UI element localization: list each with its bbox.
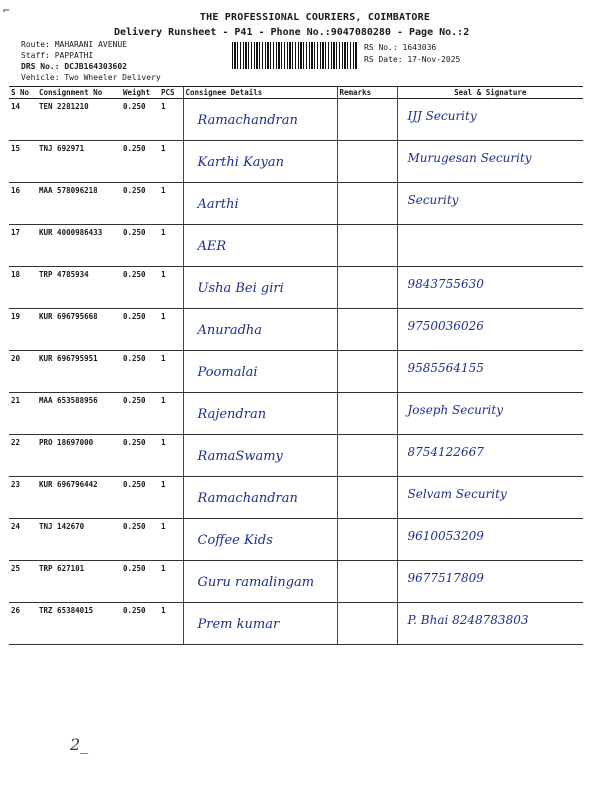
corner-mark: ⌐ bbox=[3, 4, 10, 17]
delivery-table bbox=[9, 86, 583, 645]
cell-consignment: KUR 696796442 bbox=[37, 477, 121, 519]
header-weight: Weight bbox=[121, 87, 159, 99]
cell-sno: 15 bbox=[9, 141, 37, 183]
header-pcs: PCS bbox=[159, 87, 183, 99]
cell-sno: 22 bbox=[9, 435, 37, 477]
cell-sno: 20 bbox=[9, 351, 37, 393]
company-title: THE PROFESSIONAL COURIERS, COIMBATORE bbox=[199, 12, 431, 23]
cell-weight: 0.250 bbox=[121, 351, 159, 393]
handwritten-consignee: Karthi Kayan bbox=[197, 155, 284, 170]
handwritten-consignee: Anuradha bbox=[197, 323, 263, 338]
cell-sno: 24 bbox=[9, 519, 37, 561]
cell-sno: 17 bbox=[9, 225, 37, 267]
cell-consignee bbox=[183, 519, 337, 561]
handwritten-signature: Joseph Security bbox=[407, 403, 503, 417]
cell-weight: 0.250 bbox=[121, 561, 159, 603]
handwritten-consignee: RamaSwamy bbox=[197, 449, 283, 464]
runsheet-subtitle: Delivery Runsheet - P41 - Phone No.:9047080280 - Page No.:2 bbox=[114, 27, 470, 38]
handwritten-signature: 9843755630 bbox=[407, 277, 484, 291]
cell-consignee bbox=[183, 267, 337, 309]
cell-consignee bbox=[183, 99, 337, 141]
cell-consignee bbox=[183, 603, 337, 645]
cell-pcs: 1 bbox=[159, 393, 183, 435]
cell-weight: 0.250 bbox=[121, 519, 159, 561]
handwritten-signature: Security bbox=[407, 193, 459, 207]
handwritten-signature: IJJ Security bbox=[407, 109, 477, 123]
cell-consignment: TNJ 142670 bbox=[37, 519, 121, 561]
barcode bbox=[232, 42, 358, 69]
cell-seal-signature bbox=[397, 141, 583, 183]
header-consignment: Consignment No bbox=[37, 87, 121, 99]
table-row bbox=[9, 183, 583, 225]
handwritten-consignee: Guru ramalingam bbox=[197, 575, 315, 590]
handwritten-consignee: Ramachandran bbox=[197, 113, 298, 128]
table-row bbox=[9, 519, 583, 561]
cell-weight: 0.250 bbox=[121, 225, 159, 267]
cell-consignment: MAA 653588956 bbox=[37, 393, 121, 435]
cell-weight: 0.250 bbox=[121, 267, 159, 309]
cell-weight: 0.250 bbox=[121, 141, 159, 183]
header-seal: Seal & Signature bbox=[397, 87, 583, 99]
header-remarks: Remarks bbox=[337, 87, 397, 99]
cell-consignment: TRP 627101 bbox=[37, 561, 121, 603]
cell-consignee bbox=[183, 435, 337, 477]
handwritten-consignee: Coffee Kids bbox=[197, 533, 273, 548]
cell-remarks bbox=[337, 393, 397, 435]
handwritten-page-mark: 2_ bbox=[70, 735, 89, 754]
cell-seal-signature bbox=[397, 603, 583, 645]
rs-number: RS No.: 1643036 bbox=[364, 43, 437, 52]
cell-remarks bbox=[337, 351, 397, 393]
table-row bbox=[9, 99, 583, 141]
handwritten-consignee: AER bbox=[197, 239, 227, 254]
handwritten-consignee: Rajendran bbox=[197, 407, 267, 422]
cell-seal-signature bbox=[397, 519, 583, 561]
cell-consignee bbox=[183, 141, 337, 183]
cell-weight: 0.250 bbox=[121, 393, 159, 435]
handwritten-signature: 9677517809 bbox=[407, 571, 484, 585]
cell-pcs: 1 bbox=[159, 519, 183, 561]
table-row bbox=[9, 603, 583, 645]
cell-seal-signature bbox=[397, 435, 583, 477]
cell-remarks bbox=[337, 141, 397, 183]
handwritten-consignee: Usha Bei giri bbox=[197, 281, 284, 296]
cell-seal-signature bbox=[397, 309, 583, 351]
cell-pcs: 1 bbox=[159, 267, 183, 309]
cell-weight: 0.250 bbox=[121, 309, 159, 351]
drs-text bbox=[21, 62, 127, 71]
cell-consignment: KUR 696795951 bbox=[37, 351, 121, 393]
cell-weight: 0.250 bbox=[121, 477, 159, 519]
drs-label: DRS No.: bbox=[21, 62, 60, 71]
table-header-row bbox=[9, 87, 583, 99]
cell-pcs: 1 bbox=[159, 435, 183, 477]
cell-consignee bbox=[183, 477, 337, 519]
handwritten-signature: 9750036026 bbox=[407, 319, 484, 333]
handwritten-signature: 9585564155 bbox=[407, 361, 484, 375]
vehicle-text: Vehicle: Two Wheeler Delivery bbox=[21, 73, 161, 82]
cell-consignee bbox=[183, 393, 337, 435]
cell-consignee bbox=[183, 561, 337, 603]
cell-remarks bbox=[337, 519, 397, 561]
route-text: Route: MAHARANI AVENUE bbox=[21, 40, 127, 49]
cell-seal-signature bbox=[397, 267, 583, 309]
handwritten-signature: Selvam Security bbox=[407, 487, 507, 501]
cell-remarks bbox=[337, 183, 397, 225]
cell-remarks bbox=[337, 561, 397, 603]
cell-sno: 25 bbox=[9, 561, 37, 603]
handwritten-consignee: Aarthi bbox=[197, 197, 239, 212]
cell-consignment: TNJ 692971 bbox=[37, 141, 121, 183]
handwritten-consignee: Ramachandran bbox=[197, 491, 298, 506]
cell-sno: 14 bbox=[9, 99, 37, 141]
cell-sno: 16 bbox=[9, 183, 37, 225]
cell-sno: 21 bbox=[9, 393, 37, 435]
handwritten-signature: Murugesan Security bbox=[407, 151, 532, 165]
cell-remarks bbox=[337, 603, 397, 645]
cell-consignment: PRO 18697000 bbox=[37, 435, 121, 477]
cell-sno: 23 bbox=[9, 477, 37, 519]
table-row bbox=[9, 393, 583, 435]
cell-seal-signature bbox=[397, 477, 583, 519]
cell-seal-signature bbox=[397, 351, 583, 393]
cell-seal-signature bbox=[397, 183, 583, 225]
rs-date: RS Date: 17-Nov-2025 bbox=[364, 55, 461, 64]
cell-remarks bbox=[337, 225, 397, 267]
cell-sno: 18 bbox=[9, 267, 37, 309]
handwritten-signature: P. Bhai 8248783803 bbox=[407, 613, 529, 627]
cell-consignment: TRP 4785934 bbox=[37, 267, 121, 309]
table-row bbox=[9, 477, 583, 519]
handwritten-signature: 9610053209 bbox=[407, 529, 484, 543]
handwritten-consignee: Poomalai bbox=[197, 365, 258, 380]
cell-pcs: 1 bbox=[159, 603, 183, 645]
cell-consignee bbox=[183, 225, 337, 267]
cell-consignment: TRZ 65384015 bbox=[37, 603, 121, 645]
handwritten-signature: 8754122667 bbox=[407, 445, 484, 459]
table-row bbox=[9, 141, 583, 183]
cell-weight: 0.250 bbox=[121, 99, 159, 141]
cell-remarks bbox=[337, 267, 397, 309]
cell-consignment: KUR 4000986433 bbox=[37, 225, 121, 267]
cell-seal-signature bbox=[397, 561, 583, 603]
cell-pcs: 1 bbox=[159, 141, 183, 183]
drs-value: DCJB164303602 bbox=[64, 62, 127, 71]
cell-sno: 26 bbox=[9, 603, 37, 645]
cell-remarks bbox=[337, 477, 397, 519]
cell-pcs: 1 bbox=[159, 225, 183, 267]
cell-sno: 19 bbox=[9, 309, 37, 351]
cell-weight: 0.250 bbox=[121, 435, 159, 477]
table-row bbox=[9, 351, 583, 393]
table-row bbox=[9, 561, 583, 603]
cell-pcs: 1 bbox=[159, 309, 183, 351]
cell-consignee bbox=[183, 309, 337, 351]
cell-weight: 0.250 bbox=[121, 603, 159, 645]
cell-consignment: MAA 578096218 bbox=[37, 183, 121, 225]
table-row bbox=[9, 225, 583, 267]
cell-pcs: 1 bbox=[159, 351, 183, 393]
cell-pcs: 1 bbox=[159, 99, 183, 141]
cell-weight: 0.250 bbox=[121, 183, 159, 225]
cell-pcs: 1 bbox=[159, 477, 183, 519]
cell-pcs: 1 bbox=[159, 183, 183, 225]
cell-remarks bbox=[337, 99, 397, 141]
table-row bbox=[9, 309, 583, 351]
cell-seal-signature bbox=[397, 225, 583, 267]
cell-consignee bbox=[183, 183, 337, 225]
table-row bbox=[9, 267, 583, 309]
cell-seal-signature bbox=[397, 393, 583, 435]
cell-remarks bbox=[337, 435, 397, 477]
header-consignee: Consignee Details bbox=[183, 87, 337, 99]
header-sno: S No bbox=[9, 87, 37, 99]
table-row bbox=[9, 435, 583, 477]
handwritten-consignee: Prem kumar bbox=[197, 617, 280, 632]
cell-remarks bbox=[337, 309, 397, 351]
cell-consignee bbox=[183, 351, 337, 393]
cell-consignment: KUR 696795668 bbox=[37, 309, 121, 351]
cell-consignment: TEN 2281210 bbox=[37, 99, 121, 141]
cell-seal-signature bbox=[397, 99, 583, 141]
cell-pcs: 1 bbox=[159, 561, 183, 603]
staff-text: Staff: PAPPATHI bbox=[21, 51, 94, 60]
